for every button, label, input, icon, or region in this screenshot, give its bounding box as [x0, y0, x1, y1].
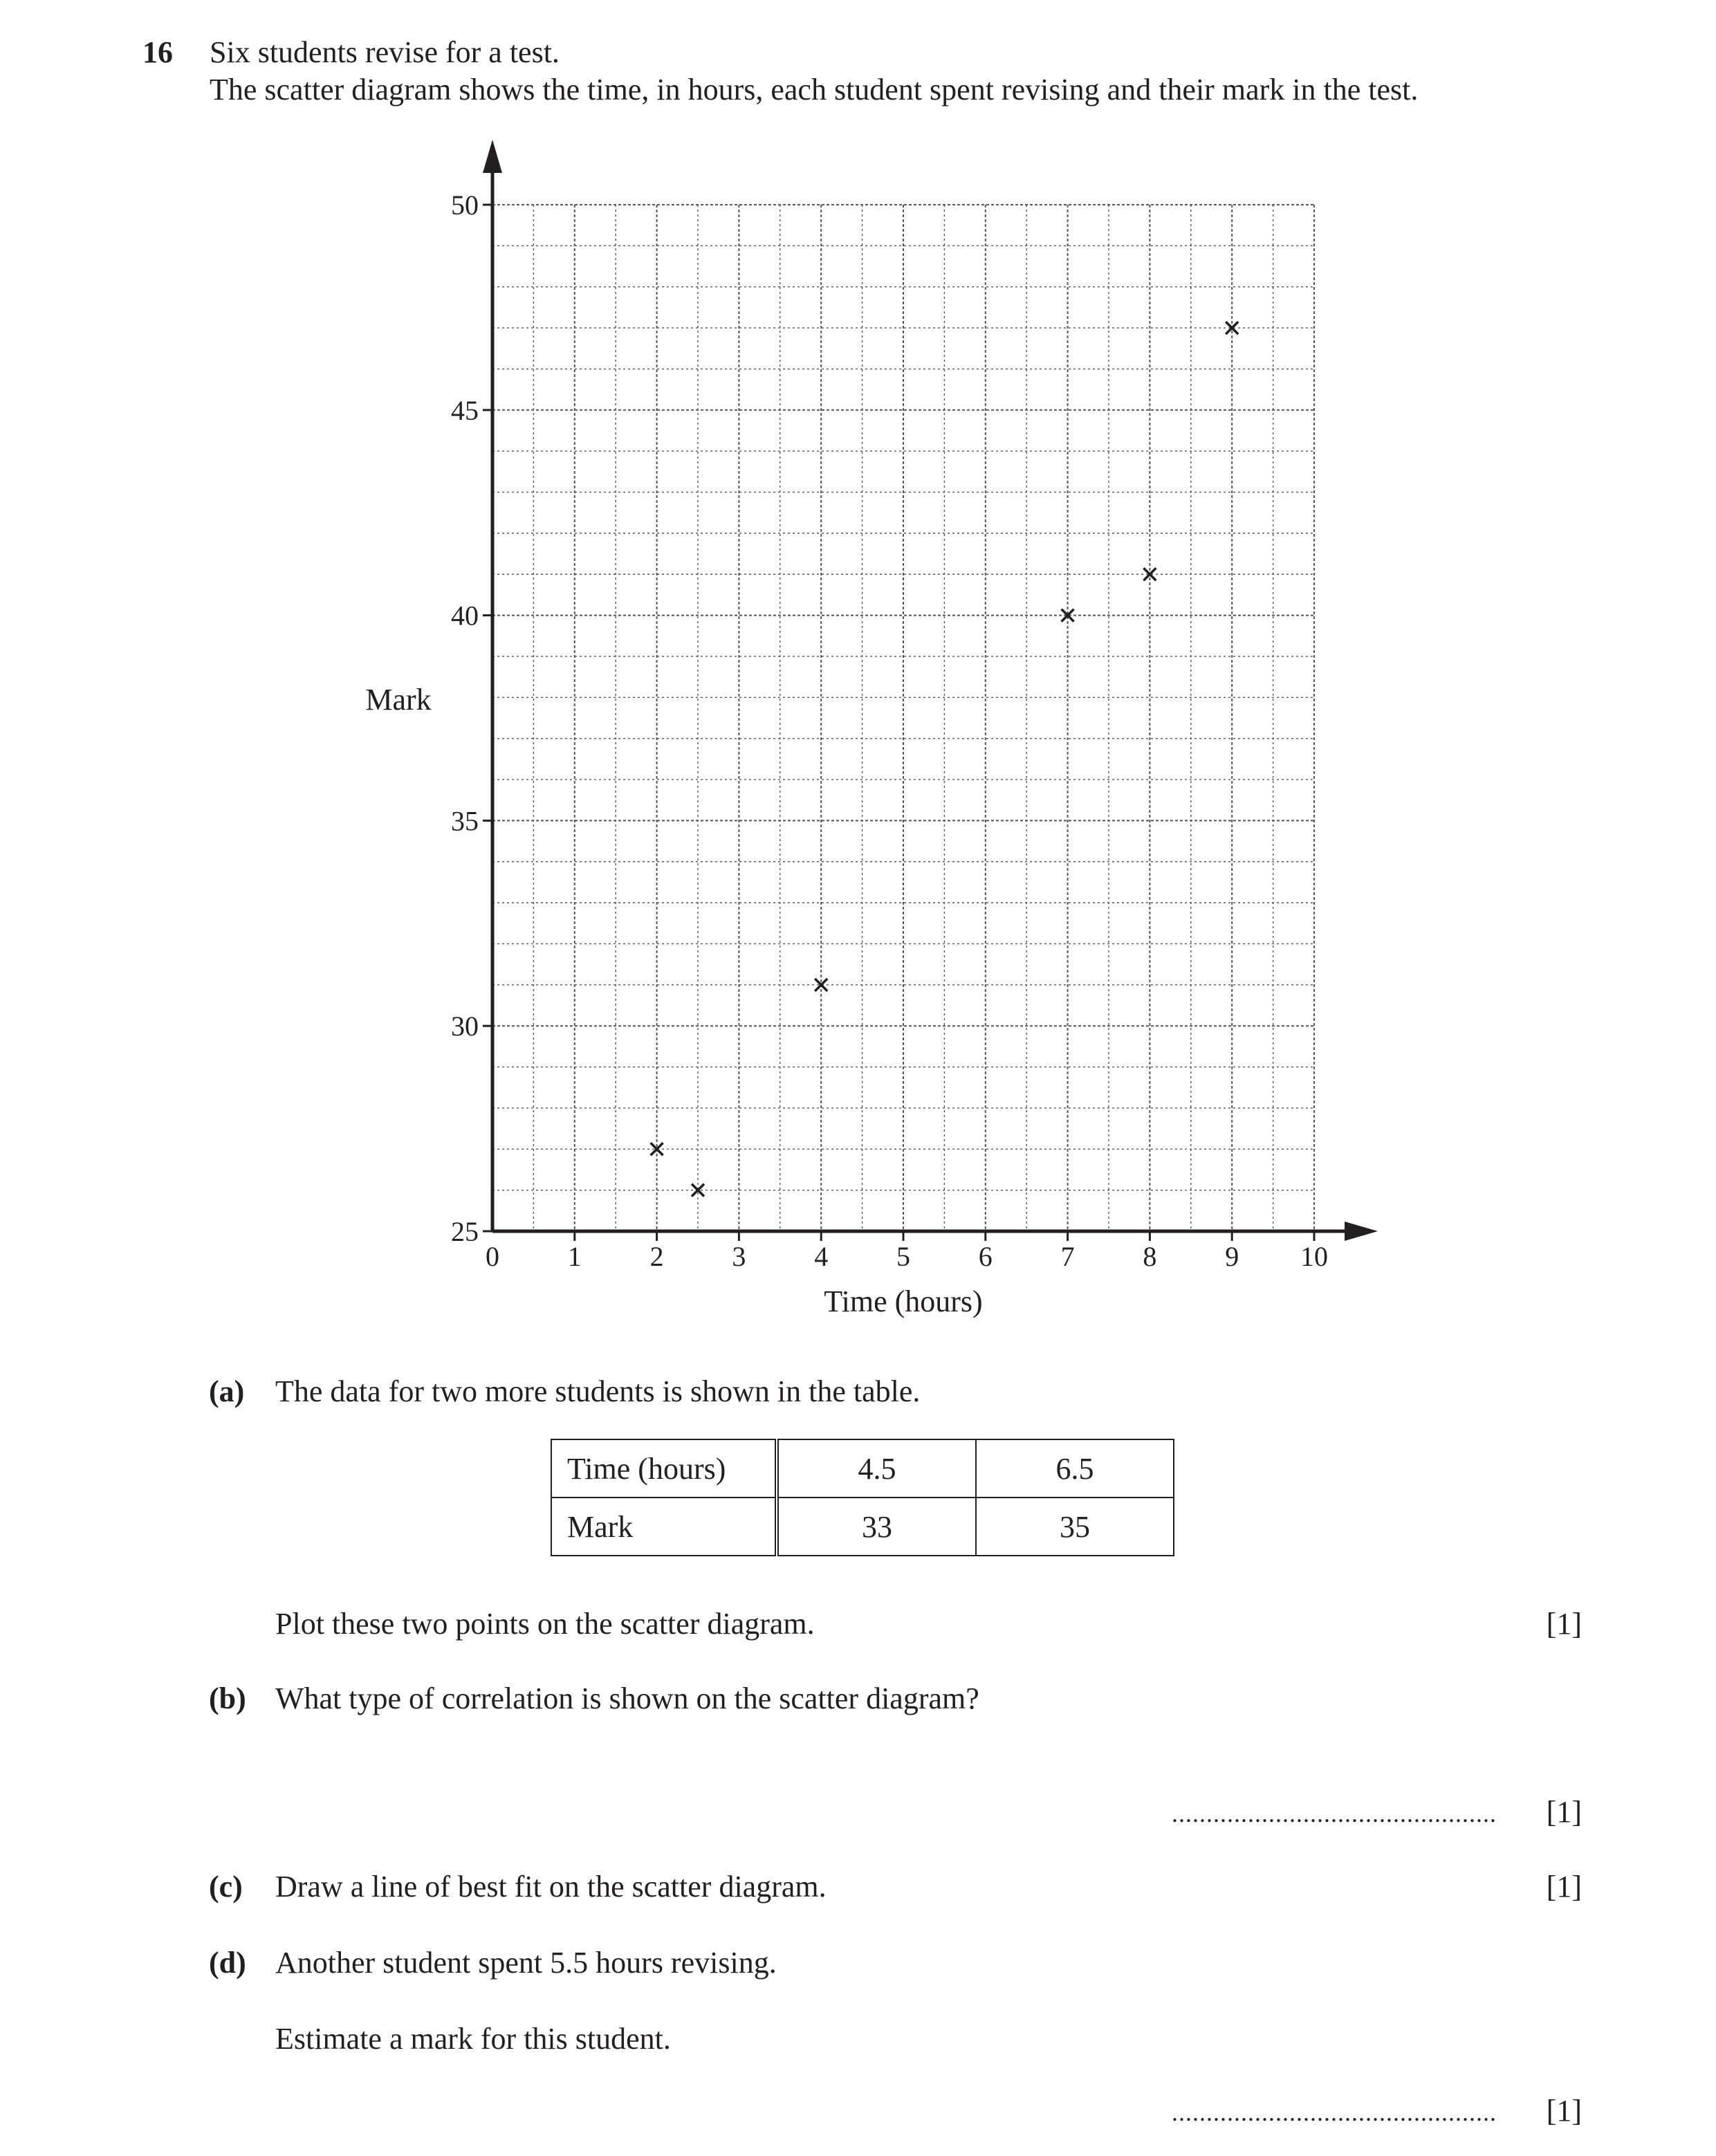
part-d-marks: [1]	[1546, 2094, 1582, 2128]
part-c-text: Draw a line of best fit on the scatter diagram.	[275, 1870, 827, 1904]
part-d-label: (d)	[209, 1946, 246, 1980]
axis-ticks	[483, 205, 1314, 1241]
y-tick-label: 35	[451, 805, 479, 837]
table-row	[551, 1439, 1174, 1498]
y-tick-label: 45	[451, 394, 479, 426]
x-axis-arrow	[1345, 1222, 1378, 1241]
question-intro-line1: Six students revise for a test.	[210, 35, 560, 69]
x-tick-label: 10	[1300, 1241, 1328, 1272]
part-d-answer-line[interactable]: ...............................................	[1172, 2099, 1497, 2126]
tick-labels	[451, 190, 1328, 1272]
x-tick-label: 8	[1143, 1241, 1157, 1272]
y-tick-label: 40	[451, 600, 479, 632]
axes	[483, 140, 1378, 1241]
y-tick-label: 30	[451, 1011, 479, 1042]
part-a-text: The data for two more students is shown in the table.	[275, 1374, 921, 1408]
table-cell: 6.5	[976, 1439, 1174, 1498]
part-b-text: What type of correlation is shown on the scatter diagram?	[275, 1682, 979, 1715]
y-axis-arrow	[483, 140, 502, 173]
y-tick-label: 25	[451, 1216, 479, 1247]
x-tick-label: 7	[1060, 1241, 1075, 1272]
part-a-label: (a)	[209, 1374, 245, 1408]
x-tick-label: 1	[567, 1241, 582, 1272]
x-tick-label: 6	[978, 1241, 993, 1272]
table-header-mark: Mark	[551, 1498, 777, 1556]
x-tick-label: 9	[1225, 1241, 1239, 1272]
part-d-instruction: Estimate a mark for this student.	[275, 2022, 671, 2056]
x-tick-label: 2	[649, 1241, 664, 1272]
y-tick-label: 50	[451, 190, 479, 221]
table-cell: 35	[976, 1498, 1174, 1556]
part-d-text: Another student spent 5.5 hours revising.	[275, 1946, 777, 1980]
part-a-instruction: Plot these two points on the scatter diagram.	[275, 1607, 815, 1641]
part-b-answer-line[interactable]: ...............................................	[1172, 1800, 1497, 1827]
x-tick-label: 3	[732, 1241, 746, 1272]
question-intro-line2: The scatter diagram shows the time, in hours, each student spent revising and their mark in the test.	[210, 73, 1419, 107]
y-axis-label: Mark	[365, 683, 432, 717]
x-tick-label: 5	[896, 1241, 910, 1272]
table-header-time: Time (hours)	[551, 1439, 777, 1498]
part-c-label: (c)	[209, 1870, 243, 1904]
part-b-marks: [1]	[1546, 1795, 1582, 1829]
x-tick-label: 0	[486, 1241, 499, 1272]
question-number: 16	[142, 35, 173, 69]
part-b-label: (b)	[209, 1682, 246, 1715]
x-tick-label: 4	[814, 1241, 829, 1272]
part-a-marks: [1]	[1546, 1607, 1582, 1641]
table-cell: 4.5	[777, 1439, 976, 1498]
table-row	[551, 1498, 1174, 1556]
table-cell: 33	[777, 1498, 976, 1556]
data-table	[551, 1439, 1174, 1556]
x-axis-label: Time (hours)	[824, 1284, 983, 1318]
data-point-cross	[1062, 609, 1074, 622]
part-c-marks: [1]	[1546, 1870, 1582, 1904]
